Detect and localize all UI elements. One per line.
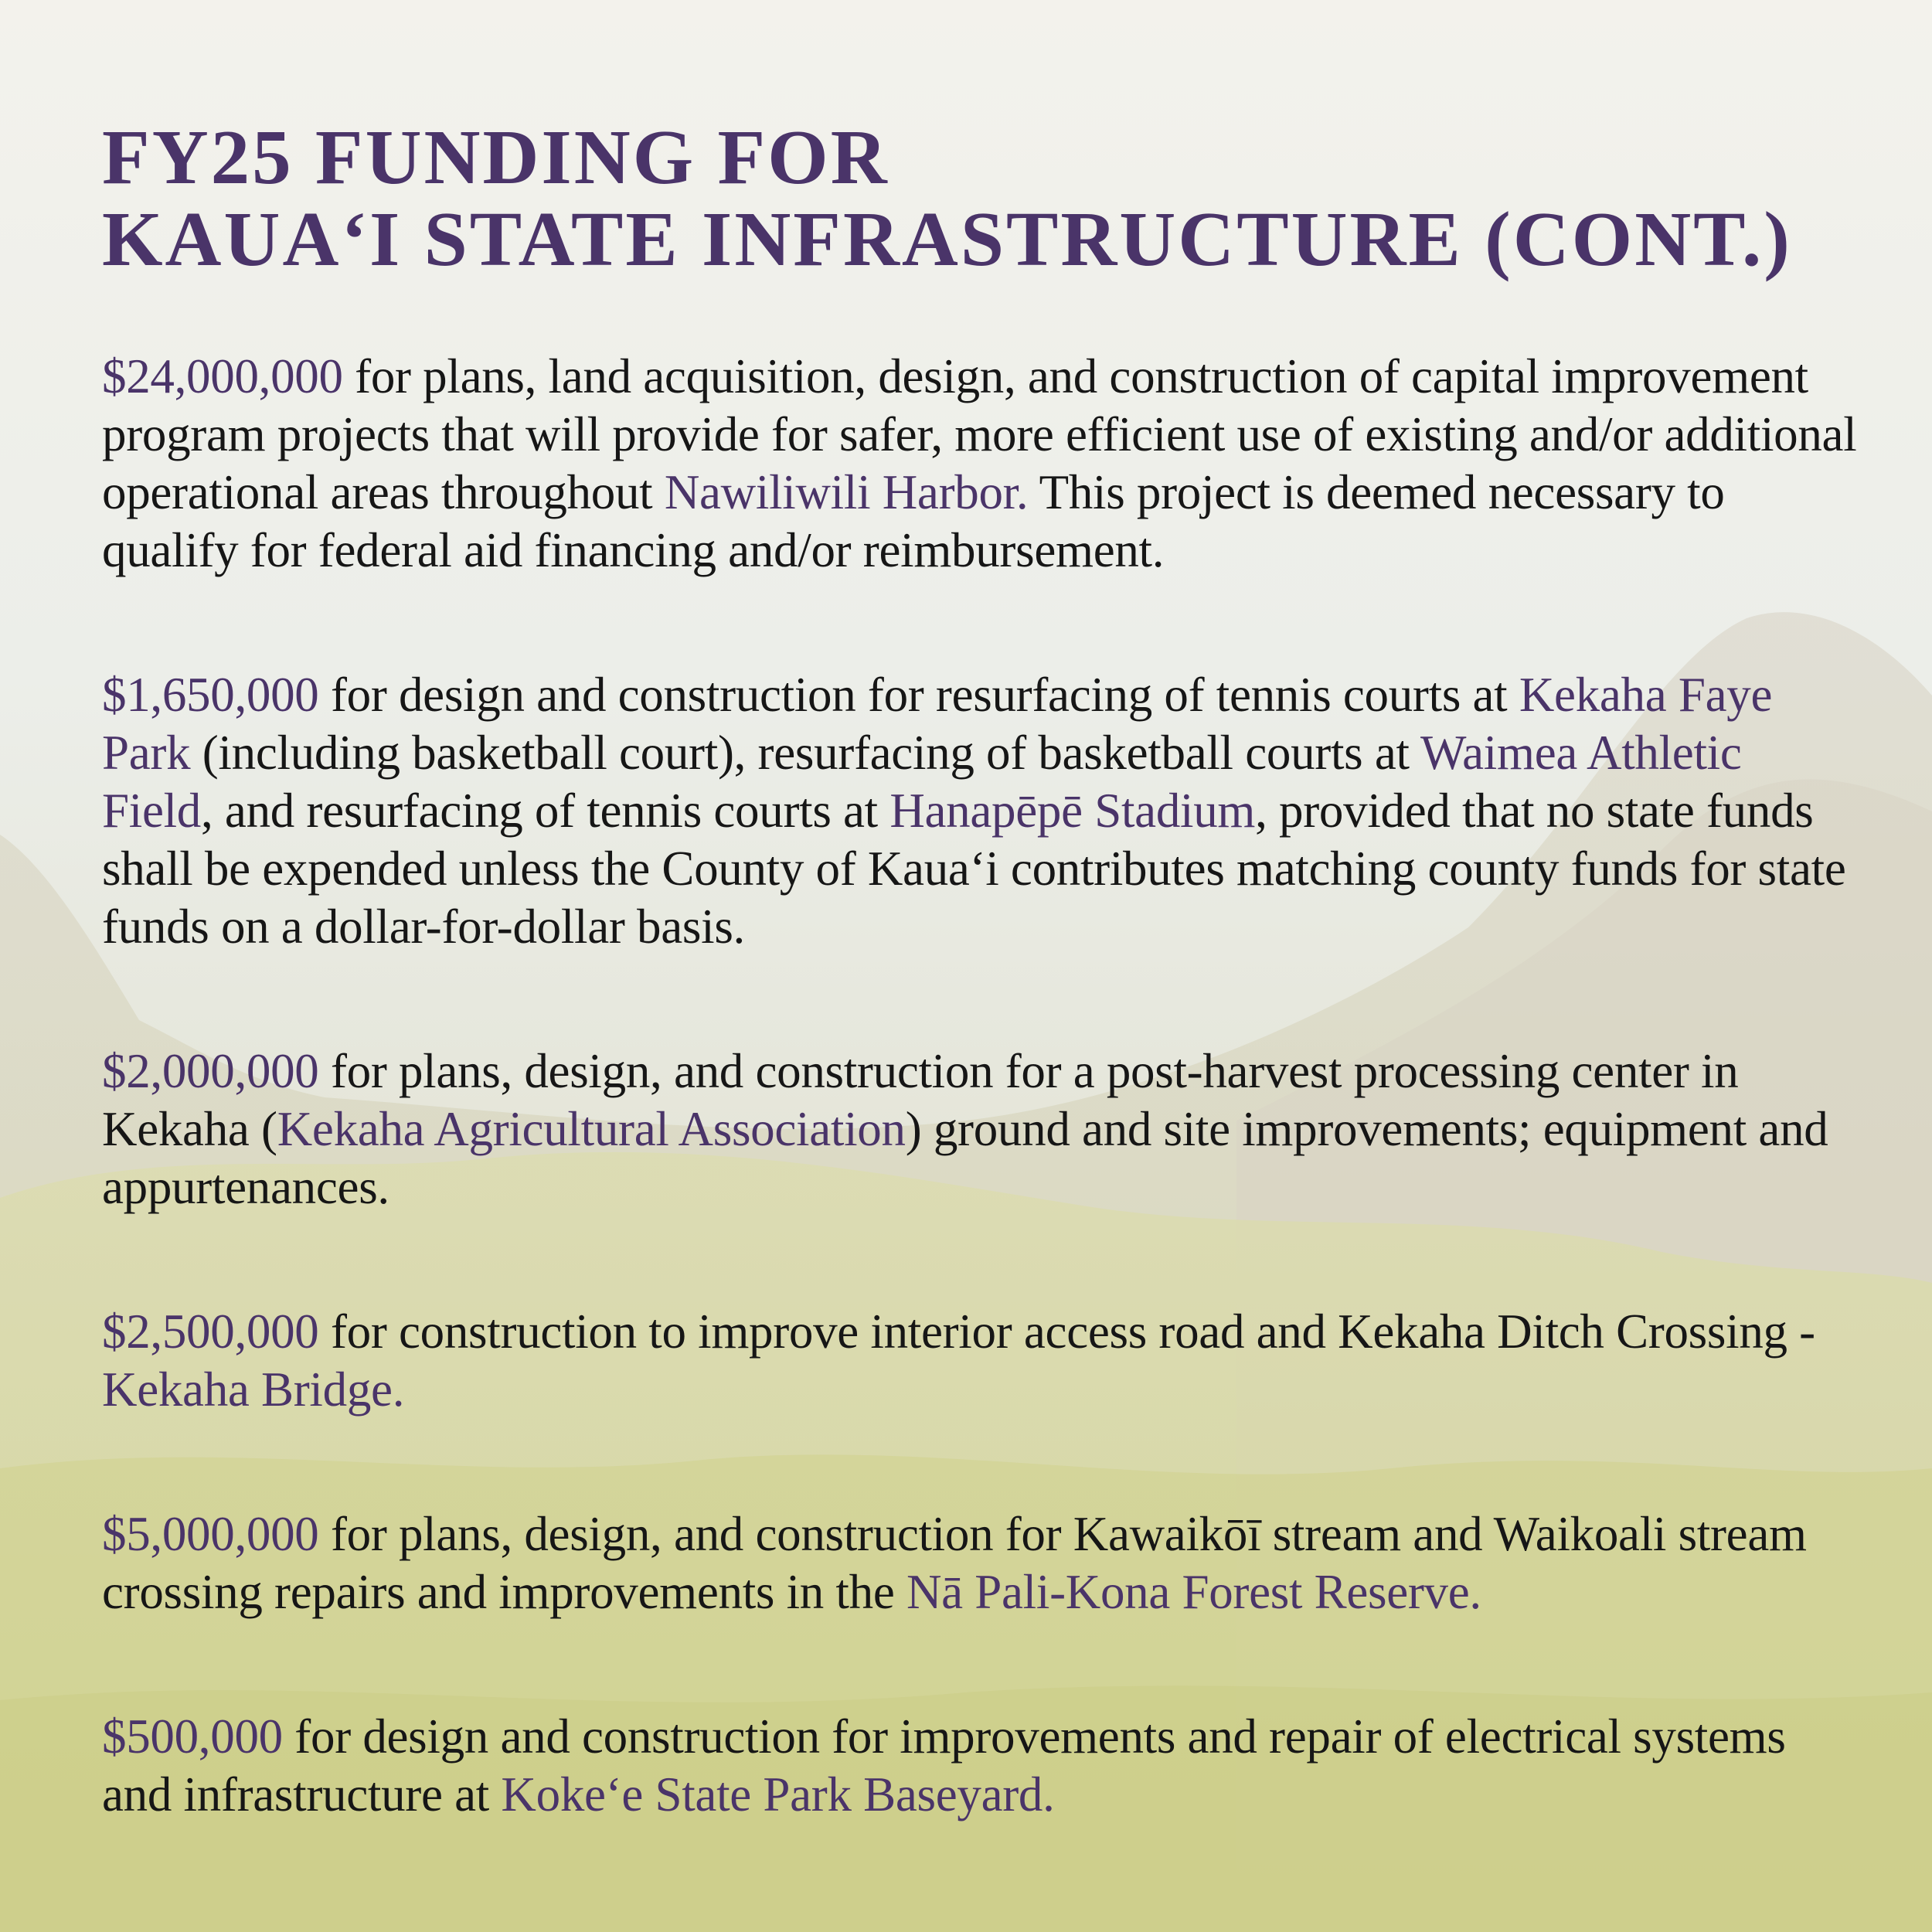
title-line-2: KAUAʻI STATE INFRASTRUCTURE (CONT.) bbox=[102, 196, 1792, 282]
funding-amount: $24,000,000 bbox=[102, 349, 343, 403]
funding-text: for construction to improve interior access road and Kekaha Ditch Crossing - bbox=[318, 1304, 1815, 1359]
funding-item-processing-center bbox=[102, 1043, 1864, 1216]
funding-item-stream-crossing bbox=[102, 1505, 1864, 1621]
funding-amount: $2,500,000 bbox=[102, 1304, 319, 1359]
location-highlight: Kekaha Bridge. bbox=[102, 1362, 405, 1417]
location-highlight: Hanapēpē Stadium bbox=[889, 784, 1256, 838]
page-title bbox=[102, 116, 1864, 280]
funding-item-kekaha-bridge bbox=[102, 1303, 1864, 1419]
funding-text: for plans, design, and construction for Kawaikōī stream and Waikoali stream crossing repairs and improvements in the bbox=[102, 1507, 1807, 1619]
funding-text: This project is deemed necessary to qualify for federal aid financing and/or reimbursement. bbox=[102, 465, 1725, 577]
location-highlight: Nā Pali-Kona Forest Reserve. bbox=[906, 1565, 1481, 1619]
location-highlight: Waimea Athletic Field bbox=[102, 726, 1742, 838]
funding-text: for plans, design, and construction for a post-harvest processing center in Kekaha ( bbox=[102, 1044, 1739, 1156]
funding-amount: $5,000,000 bbox=[102, 1507, 319, 1561]
location-highlight: Kokeʻe State Park Baseyard. bbox=[501, 1767, 1055, 1821]
funding-text: , and resurfacing of tennis courts at bbox=[201, 784, 890, 838]
funding-amount: $1,650,000 bbox=[102, 668, 319, 722]
location-highlight: Kekaha Agricultural Association bbox=[277, 1102, 906, 1156]
title-line-1: FY25 FUNDING FOR bbox=[102, 114, 889, 200]
funding-text: (including basketball court), resurfacing of basketball courts at bbox=[190, 726, 1421, 780]
funding-amount: $500,000 bbox=[102, 1709, 283, 1764]
funding-text: for design and construction for improvements and repair of electrical systems and infrastructure at bbox=[102, 1709, 1786, 1821]
main-content bbox=[102, 116, 1864, 1910]
location-highlight: Nawiliwili Harbor. bbox=[664, 465, 1029, 519]
funding-text: for plans, land acquisition, design, and construction of capital improvement program projects that will provide for safer, more efficient use of existing and/or additional operational areas throughout bbox=[102, 349, 1857, 519]
location-highlight: Kekaha Faye Park bbox=[102, 668, 1773, 780]
funding-text: , provided that no state funds shall be expended unless the County of Kauaʻi contributes matching county funds for state funds on a dollar-for-dollar basis. bbox=[102, 784, 1846, 954]
funding-item-courts bbox=[102, 666, 1864, 956]
funding-amount: $2,000,000 bbox=[102, 1044, 319, 1098]
funding-text: for design and construction for resurfacing of tennis courts at bbox=[318, 668, 1519, 722]
funding-item-nawiliwili bbox=[102, 348, 1864, 580]
funding-item-kokee-baseyard bbox=[102, 1708, 1864, 1824]
funding-text: ) ground and site improvements; equipment and appurtenances. bbox=[102, 1102, 1828, 1214]
